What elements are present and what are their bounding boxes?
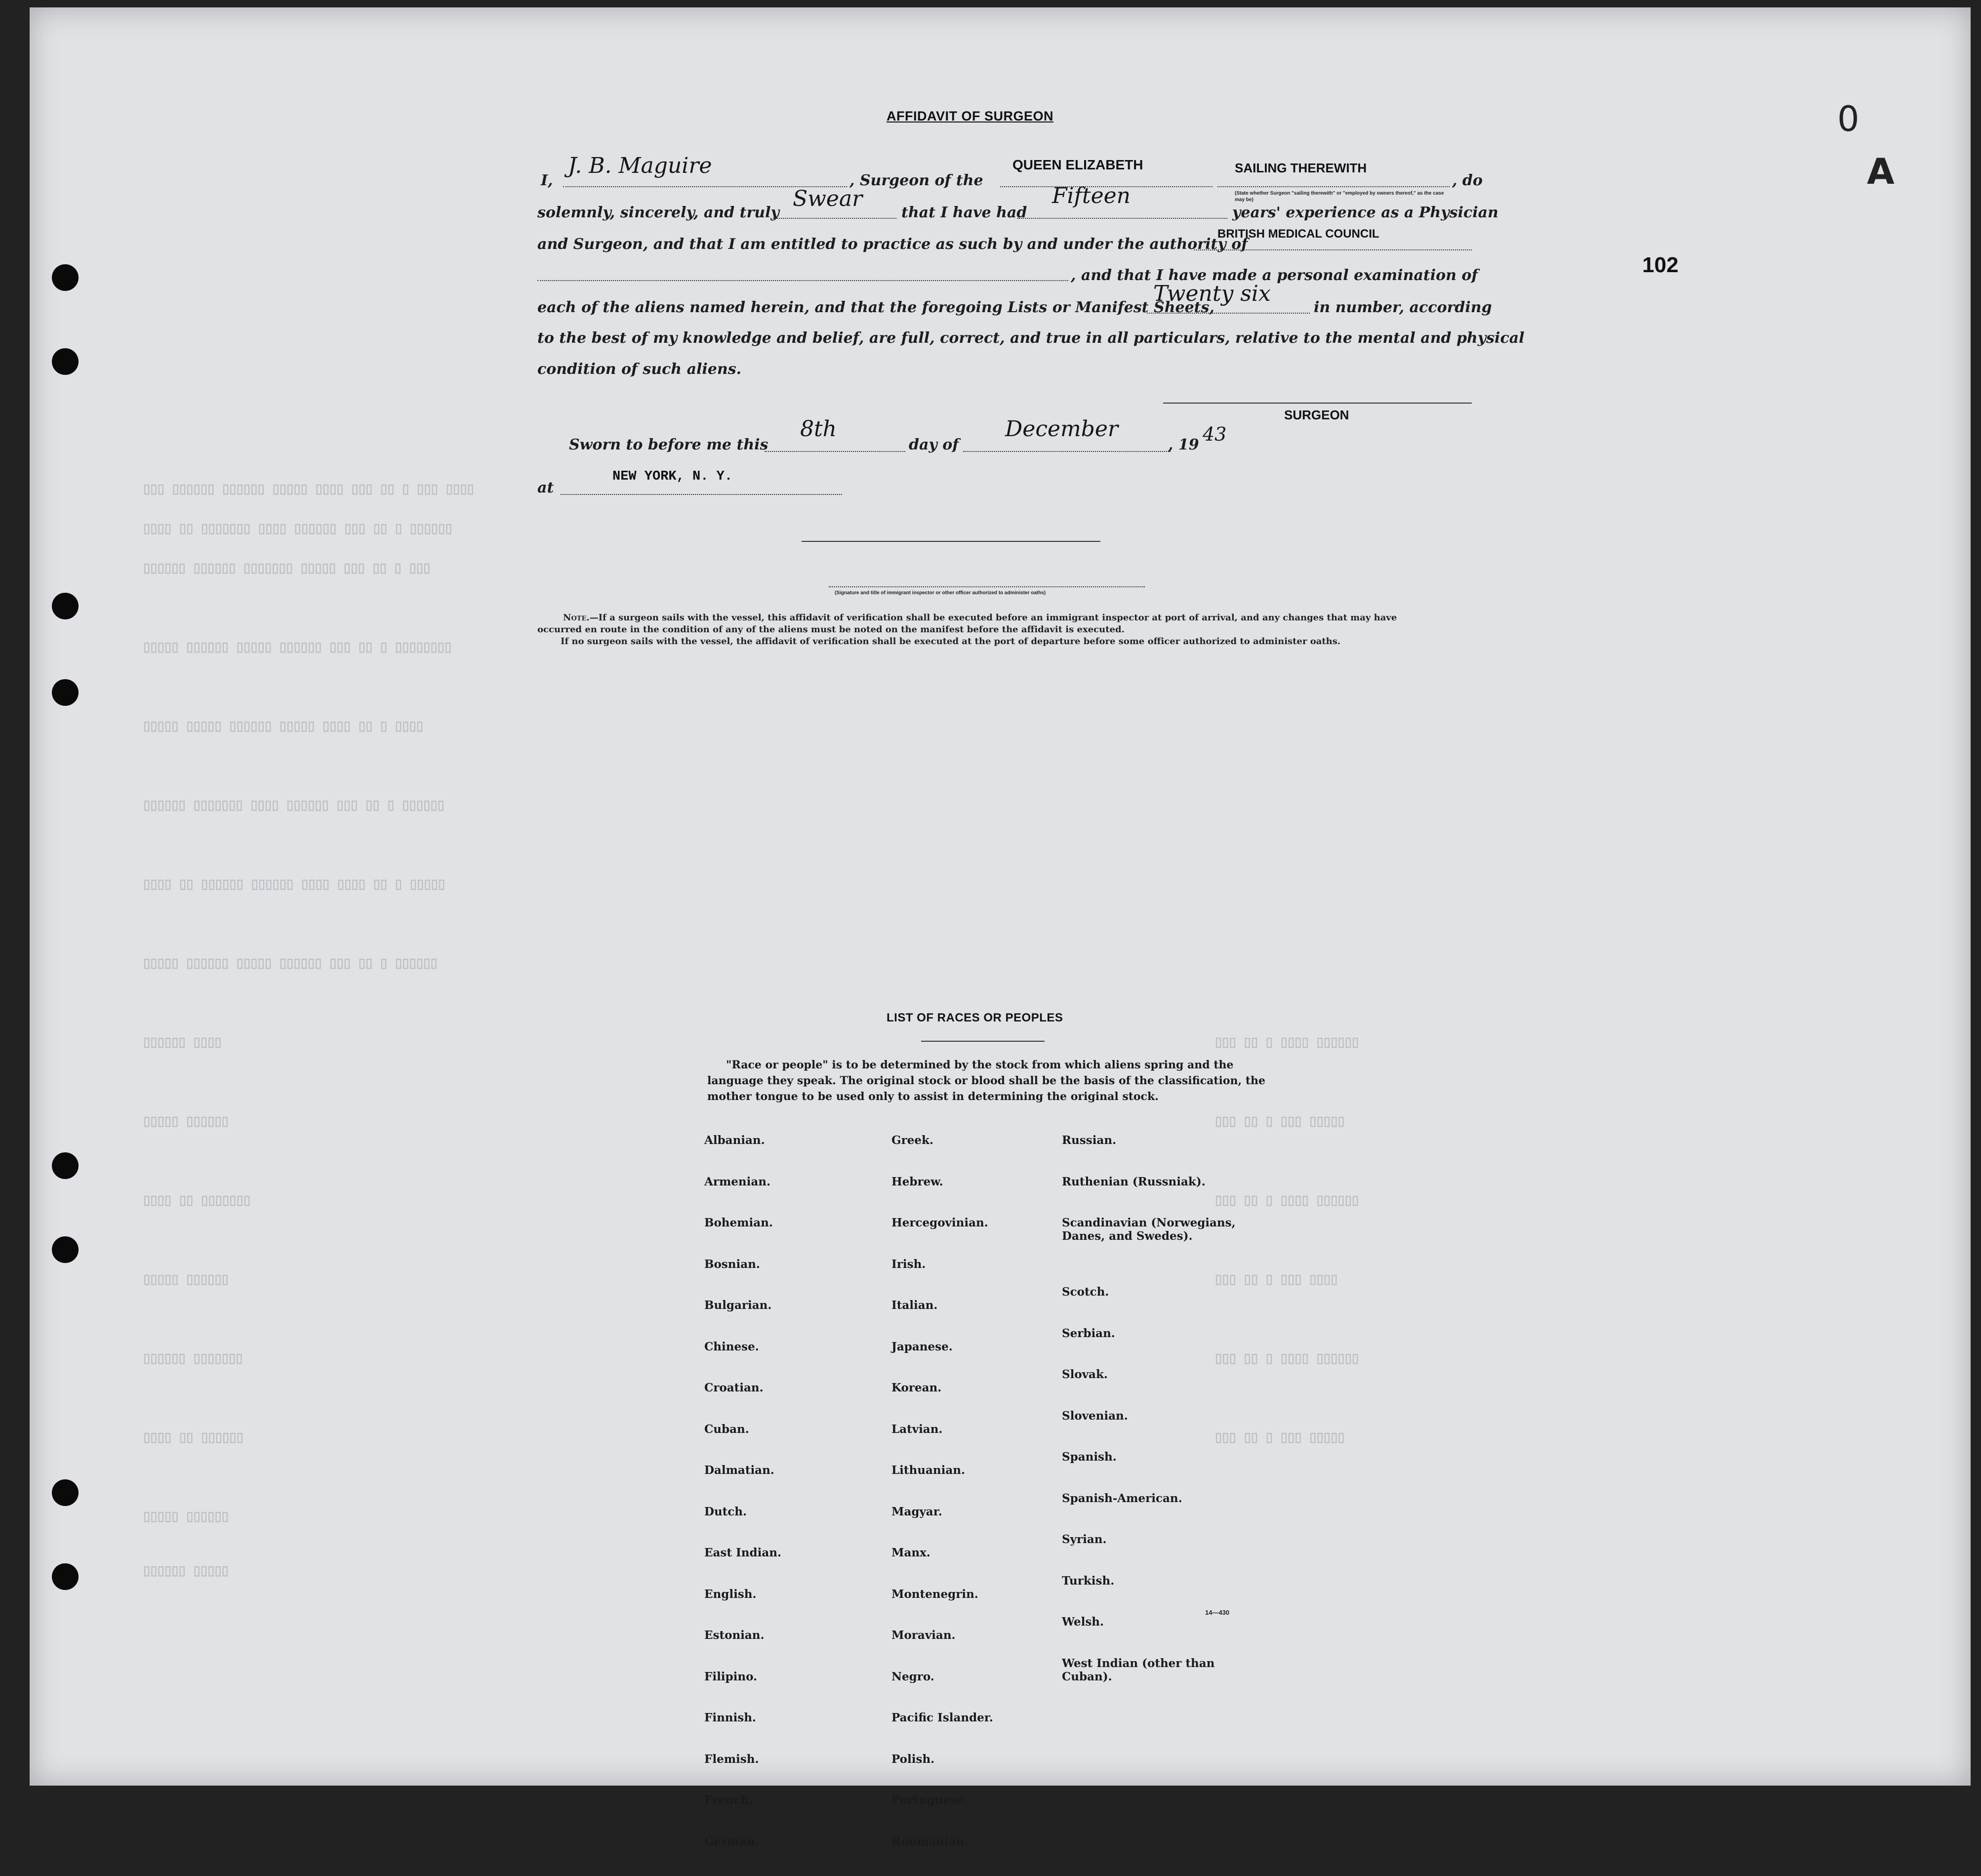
race-item: Spanish.	[1062, 1450, 1117, 1464]
surgeon-of-label: , Surgeon of the	[849, 172, 983, 189]
race-item: Latvian.	[891, 1422, 943, 1436]
sworn-month: December	[1005, 416, 1118, 442]
race-item: West Indian (other than Cuban).	[1062, 1656, 1215, 1683]
corner-mark: A	[1867, 151, 1895, 192]
race-item: Ruthenian (Russniak).	[1062, 1175, 1206, 1188]
race-item: Filipino.	[704, 1670, 758, 1683]
examination-label: , and that I have made a personal examination of	[1071, 267, 1478, 284]
corner-mark: 0	[1837, 99, 1860, 139]
race-item: Slovak.	[1062, 1368, 1108, 1381]
race-item: Pacific Islander.	[891, 1711, 993, 1724]
oath-word: Swear	[793, 186, 863, 211]
binder-hole	[52, 679, 79, 706]
race-item: Cuban.	[704, 1422, 749, 1436]
sworn-label: Sworn to before me this	[569, 436, 768, 453]
race-item: Dalmatian.	[704, 1464, 774, 1477]
race-item: Croatian.	[704, 1381, 764, 1394]
race-item: Hebrew.	[891, 1175, 943, 1188]
race-item: Portuguese.	[891, 1794, 968, 1807]
race-item: Turkish.	[1062, 1574, 1115, 1588]
race-item: Irish.	[891, 1257, 926, 1271]
page-number: 102	[1642, 253, 1679, 277]
race-item: Serbian.	[1062, 1326, 1115, 1340]
race-item: Scotch.	[1062, 1285, 1109, 1299]
authority: BRITISH MEDICAL COUNCIL	[1217, 227, 1379, 241]
binder-hole	[52, 1479, 79, 1506]
surgeon-name: J. B. Maguire	[568, 153, 712, 178]
race-item: Chinese.	[704, 1340, 759, 1353]
note-line-3: If no surgeon sails with the vessel, the affidavit of verification shall be executed at the port of departure before some officer authorized to administer oaths.	[561, 636, 1341, 647]
race-item: Lithuanian.	[891, 1464, 965, 1477]
race-item: Slovenian.	[1062, 1409, 1128, 1423]
race-item: Albanian.	[704, 1134, 765, 1147]
races-column-3	[1062, 1120, 1236, 1710]
condition-label: condition of such aliens.	[537, 361, 742, 378]
race-item: Roumanian.	[891, 1835, 969, 1848]
races-column-2	[891, 1120, 993, 1876]
race-item: Italian.	[891, 1299, 938, 1312]
sailing-status: SAILING THEREWITH	[1235, 161, 1367, 175]
race-item: Greek.	[891, 1134, 933, 1147]
solemnly-label: solemnly, sincerely, and truly	[537, 204, 779, 221]
race-item: Syrian.	[1062, 1533, 1107, 1546]
race-item: Bulgarian.	[704, 1299, 772, 1312]
race-item: Spanish-American.	[1062, 1491, 1182, 1505]
i-label: I,	[541, 172, 553, 189]
inspector-signature-caption: (Signature and title of immigrant inspector or other officer authorized to administer oaths)	[835, 590, 1046, 596]
surgeon-signature-label: SURGEON	[1284, 408, 1349, 422]
binder-hole	[52, 593, 79, 619]
race-item: Bohemian.	[704, 1216, 773, 1229]
race-item: German.	[704, 1835, 759, 1848]
race-item: Flemish.	[704, 1752, 759, 1766]
race-item: Estonian.	[704, 1629, 765, 1642]
races-column-1	[704, 1120, 781, 1876]
race-item: Montenegrin.	[891, 1587, 978, 1601]
affidavit-title: AFFIDAVIT OF SURGEON	[887, 109, 1053, 123]
form-code: 14—430	[1205, 1609, 1230, 1616]
sheets-count: Twenty six	[1153, 281, 1271, 306]
year-prefix: , 19	[1168, 436, 1199, 453]
race-item: Russian.	[1062, 1134, 1117, 1147]
aliens-label: each of the aliens named herein, and that the foregoing Lists or Manifest Sheets,	[537, 299, 1214, 316]
race-item: Moravian.	[891, 1629, 956, 1642]
race-item: East Indian.	[704, 1546, 781, 1559]
note-line-2: occurred en route in the condition of any of the aliens must be noted on the manifest before the affidavit is executed.	[537, 624, 1125, 635]
have-had-label: that I have had	[901, 204, 1027, 221]
entitled-label: and Surgeon, and that I am entitled to practice as such by and under the authority of	[537, 236, 1248, 253]
race-item: Welsh.	[1062, 1615, 1104, 1629]
note-line-1: Note.—If a surgeon sails with the vessel, this affidavit of verification shall be executed before an immigrant inspector at port of arrival, and any changes that may have	[563, 612, 1397, 623]
race-item: Finnish.	[704, 1711, 756, 1724]
races-title: LIST OF RACES OR PEOPLES	[887, 1011, 1063, 1024]
binder-hole	[52, 348, 79, 375]
vessel-name: QUEEN ELIZABETH	[1012, 157, 1143, 172]
document-page: ▯▯▯ ▯▯▯▯▯▯ ▯▯▯▯▯▯ ▯▯▯▯▯ ▯▯▯▯ ▯▯▯ ▯▯ ▯ ▯▯▯ ▯▯▯▯ ▯▯▯▯ ▯▯ ▯▯▯▯▯▯▯ ▯▯▯▯ ▯▯▯▯▯▯ ▯▯▯ ▯▯ ▯ ▯▯▯▯▯▯ ▯▯▯▯▯▯ ▯▯▯▯▯▯ ▯▯▯▯▯▯▯ ▯▯▯▯▯ ▯▯▯ ▯▯ ▯ ▯▯▯ ▯▯▯▯▯ ▯▯▯▯▯▯ ▯▯▯▯▯ ▯▯▯▯▯▯ ▯▯▯ ▯▯ ▯ ▯▯▯▯▯▯▯▯ ▯▯▯▯▯ ▯▯▯▯▯ ▯▯▯▯▯▯ ▯▯▯▯▯ ▯▯▯▯ ▯▯ ▯ ▯▯▯▯ ▯▯▯▯▯▯ ▯▯▯▯▯▯▯ ▯▯▯▯ ▯▯▯▯▯▯ ▯▯▯ ▯▯ ▯ ▯▯▯▯▯▯ ▯▯▯▯ ▯▯ ▯▯▯▯▯▯ ▯▯▯▯▯▯ ▯▯▯▯ ▯▯▯▯ ▯▯ ▯ ▯▯▯▯▯ ▯▯▯▯▯ ▯▯▯▯▯▯ ▯▯▯▯▯ ▯▯▯▯▯▯ ▯▯▯ ▯▯ ▯ ▯▯▯▯▯▯ ▯▯▯▯▯▯ ▯▯▯▯ ▯▯▯▯▯ ▯▯▯▯▯▯ ▯▯▯▯ ▯▯ ▯▯▯▯▯▯▯ ▯▯▯▯▯ ▯▯▯▯▯▯ ▯▯▯▯▯▯ ▯▯▯▯▯▯▯ ▯▯▯▯ ▯▯ ▯▯▯▯▯▯ ▯▯▯▯▯ ▯▯▯▯▯▯ ▯▯▯▯▯▯ ▯▯▯▯▯ ▯▯▯ ▯▯ ▯ ▯▯▯▯ ▯▯▯▯▯▯ ▯▯▯ ▯▯ ▯ ▯▯▯ ▯▯▯▯▯ ▯▯▯ ▯▯ ▯ ▯▯▯▯ ▯▯▯▯▯▯ ▯▯▯ ▯▯ ▯ ▯▯▯ ▯▯▯▯ ▯▯▯ ▯▯ ▯ ▯▯▯▯ ▯▯▯▯▯▯ ▯▯▯ ▯▯ ▯ ▯▯▯ ▯▯▯▯▯ 0 A 102 AFFIDAVIT OF SURGEON I, J. B. Maguire , Surgeon of the QUEEN ELIZABETH SAILING THEREWITH (State whether Surgeon "sailing therewith" or "employed by owners thereof," as the case may be) , do solemnly, sincerely, and truly Swear that I have had Fifteen years' experience as a Physician and Surgeon, and that I am entitled to practice as such by and under the authority of BRITISH MEDICAL COUNCIL , and that I have made a personal examination of each of the aliens named herein, and that the foregoing Lists or Manifest Sheets, Twenty six in number, according to the best of my knowledge and belief, are full, correct, and true in all particulars, relative to the mental and physical condition of such aliens. SURGEON Sworn to before me this 8th day of December , 19 43 at NEW YORK, N. Y. (Signature and title of immigrant inspector or other officer authorized to administer oaths) Note.—If a surgeon sails with the vessel, this affidavit of verification shall be executed before an immigrant inspector at port of arrival, and any changes that may have occurred en route in the condition of any of the aliens must be noted on the manifest before the affidavit is executed. If no surgeon sails with the vessel, the affidavit of verification shall be executed at the port of departure before some officer authorized to administer oaths. LIST OF RACES OR PEOPLES "Race or people" is to be determined by the stock from which aliens spring and the language they speak. The original stock or blood shall be the basis of the classification, the mother tongue to be used only to assist in determining the original stock. Albanian. Armenian. Bohemian. Bosnian. Bulgarian. Chinese. Croatian. Cuban. Dalmatian. Dutch. East Indian. English. Estonian. Filipino. Finnish. Flemish. French. German. Greek. Hebrew. Hercegovinian. Irish. Italian. Japanese. Korean. Latvian. Lithuanian. Magyar. Manx. Montenegrin. Moravian. Negro. Pacific Islander. Polish. Portuguese. Roumanian. Russian. Ruthenian (Russniak). Scandinavian (Norwegians, Danes, and Swedes). Scotch. Serbian. Slovak. Slovenian. Spanish. Spanish-American. Syrian. Turkish. Welsh. West Indian (other than Cuban). 14—430	[30, 7, 1971, 1786]
sworn-year: 43	[1203, 423, 1227, 445]
race-item: French.	[704, 1794, 753, 1807]
race-item: Scandinavian (Norwegians, Danes, and Swedes).	[1062, 1216, 1236, 1243]
race-item: Dutch.	[704, 1505, 747, 1518]
race-item: Hercegovinian.	[891, 1216, 988, 1229]
day-of-label: day of	[909, 436, 959, 453]
in-number-label: in number, according	[1314, 299, 1492, 316]
race-item: English.	[704, 1587, 757, 1601]
binder-hole	[52, 1152, 79, 1179]
knowledge-label: to the best of my knowledge and belief, are full, correct, and true in all particulars, relative to the mental and physical	[537, 329, 1525, 347]
race-item: Korean.	[891, 1381, 942, 1394]
race-item: Negro.	[891, 1670, 934, 1683]
sworn-place: NEW YORK, N. Y.	[612, 469, 733, 484]
binder-hole	[52, 1236, 79, 1263]
race-item: Manx.	[891, 1546, 930, 1559]
sailing-note: (State whether Surgeon "sailing therewith" or "employed by owners thereof," as the case may be)	[1235, 191, 1444, 203]
experience-label: years' experience as a Physician	[1232, 204, 1498, 221]
sworn-day: 8th	[800, 416, 837, 442]
binder-hole	[52, 1563, 79, 1590]
years-experience: Fifteen	[1052, 183, 1131, 208]
do-label: , do	[1452, 172, 1483, 189]
race-item: Magyar.	[891, 1505, 942, 1518]
race-item: Japanese.	[891, 1340, 953, 1353]
at-label: at	[537, 479, 554, 496]
race-item: Armenian.	[704, 1175, 771, 1188]
binder-hole	[52, 264, 79, 291]
race-item: Bosnian.	[704, 1257, 760, 1271]
race-item: Polish.	[891, 1752, 935, 1766]
races-intro: "Race or people" is to be determined by the stock from which aliens spring and the language they speak. The original stock or blood shall be the basis of the classification, the mother tongue to be used only to assist in determining the original stock.	[707, 1059, 1266, 1103]
